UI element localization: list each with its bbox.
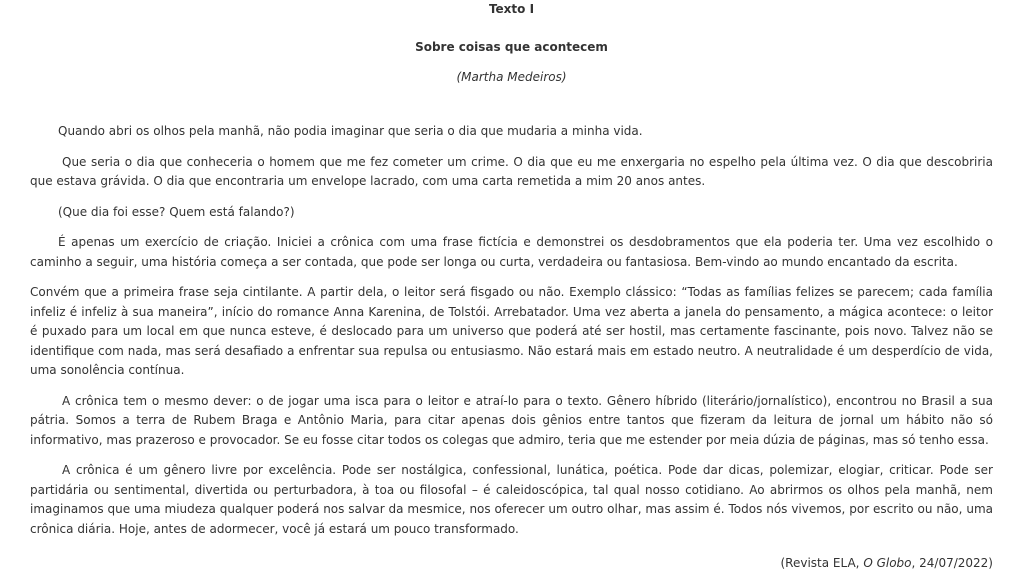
paragraph-2: Que seria o dia que conheceria o homem que me fez cometer um crime. O dia que eu me enxergaria no espelho pela última vez. O dia que descobriria que estava grávida. O dia que encontraria um envelope lacrado, com uma carta remetida a mim 20 anos antes. xyxy=(30,154,993,188)
paragraph-3: (Que dia foi esse? Quem está falando?) xyxy=(58,204,295,219)
source-prefix: (Revista ELA, xyxy=(780,556,864,570)
source-publication: O Globo xyxy=(863,556,912,570)
paragraph-4: É apenas um exercício de criação. Iniciei a crônica com uma frase fictícia e demonstrei os desdobramentos que ela poderia ter. Uma vez escolhido o caminho a seguir, uma história começa a ser contada, que pode ser longa ou curta, verdadeira ou fantasiosa. Bem-vindo ao mundo encantado da escrita. xyxy=(30,235,993,269)
source-suffix: , 24/07/2022) xyxy=(911,556,993,570)
paragraph-7: A crônica é um gênero livre por excelência. Pode ser nostálgica, confessional, lunática, poética. Pode dar dicas, polemizar, elogiar, criticar. Pode ser partidária ou sentimental, divertida ou perturbadora, à toa ou filosofal – é caleidoscópica, tal qual nosso cotidiano. Ao abrirmos os olhos pela manhã, nem imaginamos que uma miudeza qualquer poderá nos salvar da mesmice, nos oferecer um outro olhar, mas assim é. Todos nós vivemos, por escrito ou não, uma crônica diária. Hoje, antes de adormecer, você já estará um pouco transformado. xyxy=(30,463,993,536)
article-title: Sobre coisas que acontecem xyxy=(415,40,608,54)
document-page xyxy=(30,0,993,570)
source-citation xyxy=(30,556,993,570)
article-author: (Martha Medeiros) xyxy=(456,70,567,84)
text-label: Texto I xyxy=(488,2,535,16)
paragraph-6: A crônica tem o mesmo dever: o de jogar uma isca para o leitor e atraí-lo para o texto. Gênero híbrido (literário/jornalístico), encontrou no Brasil a sua pátria. Somos a terra de Rubem Braga e Antônio Maria, para citar apenas dois gênios entre tantos que fizeram da leitura de jornal um hábito não só informativo, mas prazeroso e provocador. Se eu fosse citar todos os colegas que admiro, teria que me estender por meia dúzia de páginas, mas só tenho essa. xyxy=(30,393,993,447)
paragraph-1: Quando abri os olhos pela manhã, não podia imaginar que seria o dia que mudaria a minha vida. xyxy=(58,124,643,138)
paragraph-5: Convém que a primeira frase seja cintilante. A partir dela, o leitor será fisgado ou não. Exemplo clássico: “Todas as famílias felizes se parecem; cada família infeliz é infeliz à sua maneira”, início do romance Anna Karenina, de Tolstói. Arrebatador. Uma vez aberta a janela do pensamento, a mágica acontece: o leitor é puxado para um local em que nunca esteve, é deslocado para um universo que poderá até ser hostil, mas certamente fascinante, pois novo. Talvez não se identifique com nada, mas será desafiado a enfrentar sua repulsa ou entusiasmo. Não estará mais em estado neutro. A neutralidade é um desperdício de vida, uma sonolência contínua. xyxy=(30,285,993,377)
